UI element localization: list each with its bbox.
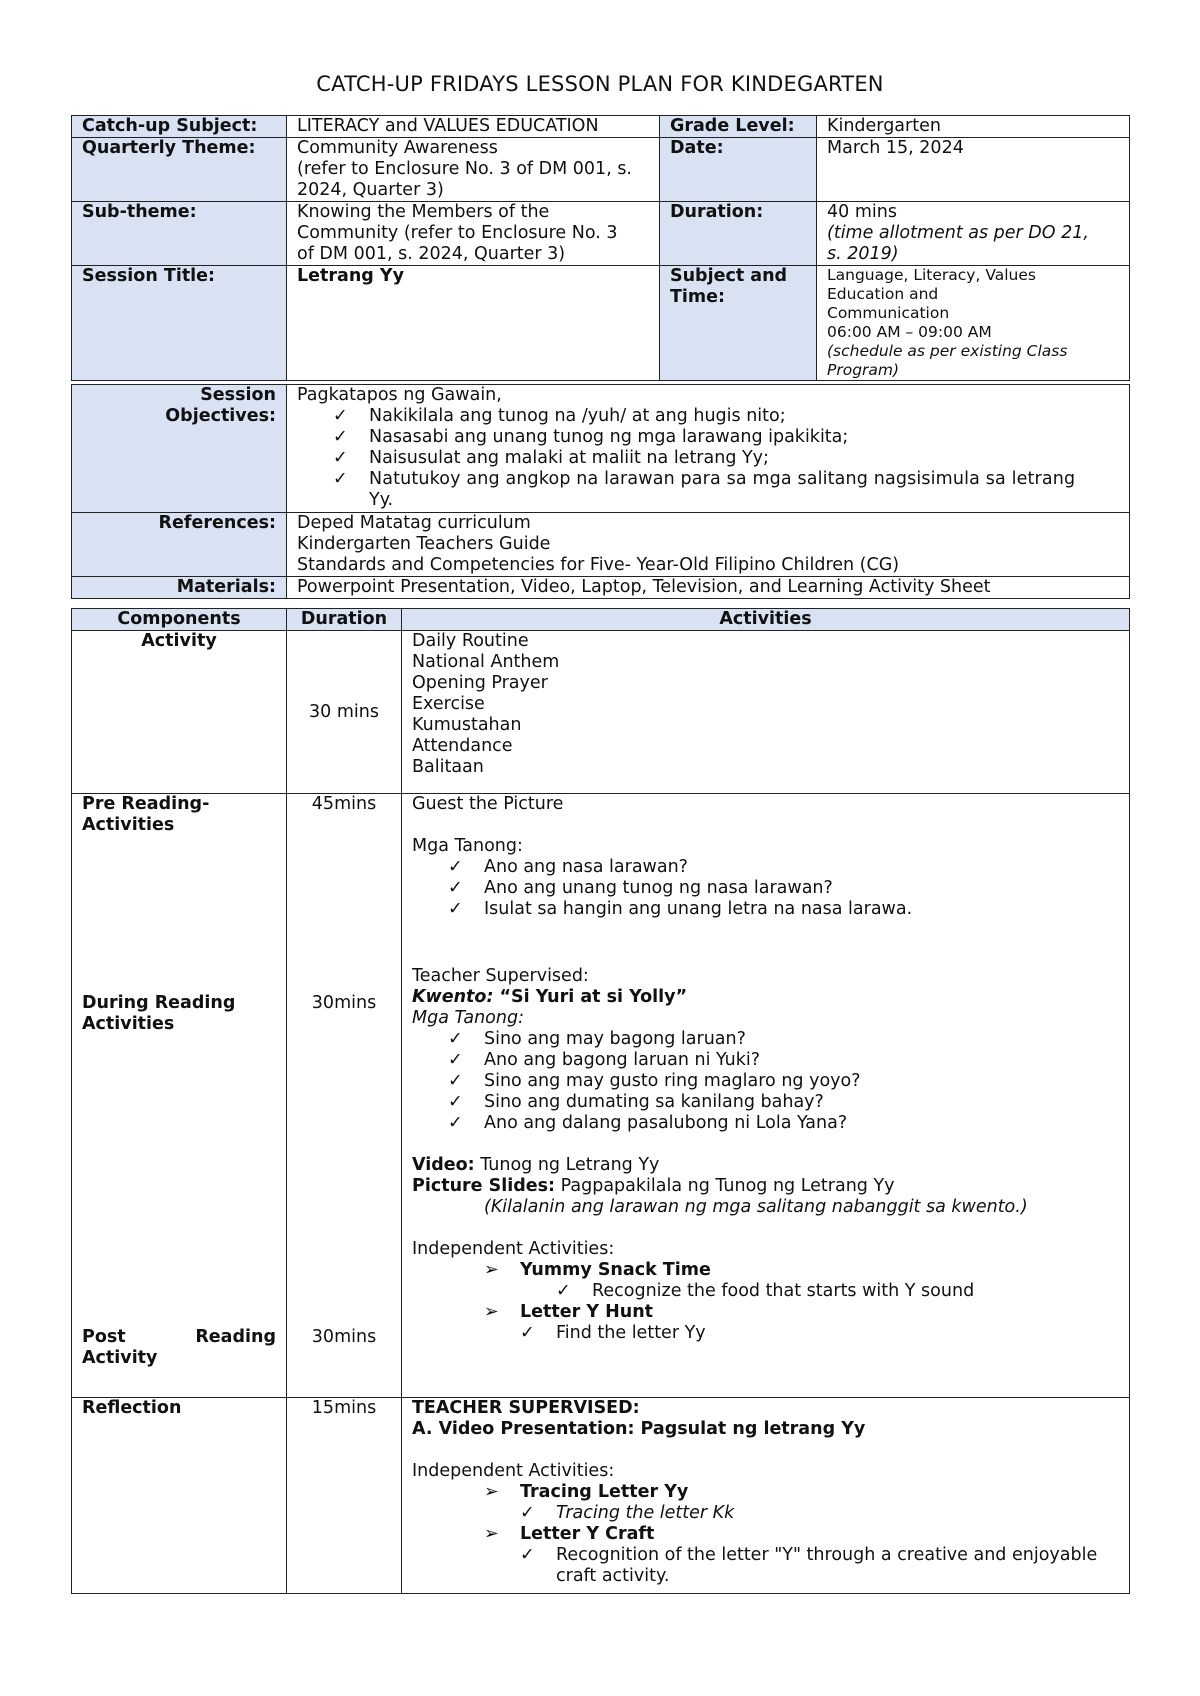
question-item: ✓ Sino ang may gusto ring maglaro ng yoyo?: [448, 1071, 861, 1091]
question-item: ✓ Ano ang bagong laruan ni Yuki?: [448, 1050, 761, 1070]
question-item: ✓ Ano ang unang tunog ng nasa larawan?: [448, 878, 833, 898]
activity-component: Activity: [72, 631, 287, 794]
materials-label: Materials:: [72, 577, 287, 599]
components-table: [71, 608, 1130, 1594]
reading-durations: 45mins 30mins 30mins: [287, 794, 402, 1398]
reading-activities: Guest the Picture Mga Tanong: ✓ Ano ang nasa larawan? ✓ Ano ang unang tunog ng nasa larawan? ✓ Isulat sa hangin ang unang letra na nasa larawa. Teacher Supervised: Kwento: “Si Yuri at si Yolly” Mga Tanong: ✓ Sino ang may bagong laruan? ✓ Ano ang bagong laruan ni Yuki? ✓ Sino ang may gusto ring maglaro ng yoyo? ✓ Sino ang dumating sa kanilang bahay? ✓ Ano ang dalang pasalubong ni Lola Yana? Video: Tunog ng Letrang Yy Picture Slides: Pagpapakilala ng Tunog ng Letrang Yy (Kilalanin ang larawan ng mga salitang nabanggit sa kwento.) Independent Activities: ➢ Yummy Snack Time ✓ Recognize the food that starts with Y sound ➢ Letter Y Hunt ✓ Find the letter Yy: [402, 794, 1130, 1398]
objectives-label: Session Objectives:: [72, 385, 287, 513]
objective-item: ✓ Nasasabi ang unang tunog ng mga larawang ipakikita;: [333, 427, 849, 447]
subject-value: LITERACY and VALUES EDUCATION: [287, 116, 660, 138]
objective-item: ✓ Nakikilala ang tunog na /yuh/ at ang hugis nito;: [333, 406, 786, 426]
duration-header: Duration: [287, 609, 402, 631]
subject-label: Catch-up Subject:: [72, 116, 287, 138]
grade-label: Grade Level:: [660, 116, 817, 138]
references-value: Deped Matatag curriculum Kindergarten Teachers Guide Standards and Competencies for Five- Year-Old Filipino Children (CG): [287, 513, 1130, 577]
objectives-value: Pagkatapos ng Gawain, ✓ Nakikilala ang tunog na /yuh/ at ang hugis nito; ✓ Nasasabi ang unang tunog ng mga larawang ipakikita; ✓ Naisusulat ang malaki at maliit na letrang Yy; ✓ Natutukoy ang angkop na larawan para sa mga salitang nagsisimula sa letrang Yy.: [287, 385, 1130, 513]
references-label: References:: [72, 513, 287, 577]
document-title: CATCH-UP FRIDAYS LESSON PLAN FOR KINDEGARTEN: [316, 72, 884, 96]
materials-value: Powerpoint Presentation, Video, Laptop, Television, and Learning Activity Sheet: [287, 577, 1130, 599]
activity-duration: 30 mins: [287, 631, 402, 794]
subject-time-value: Language, Literacy, Values Education and Communication 06:00 AM – 09:00 AM (schedule as per existing Class Program): [817, 266, 1130, 381]
theme-label: Quarterly Theme:: [72, 138, 287, 202]
reflection-component: Reflection: [72, 1398, 287, 1594]
activity-list: Daily Routine National Anthem Opening Prayer Exercise Kumustahan Attendance Balitaan: [402, 631, 1130, 794]
theme-value: Community Awareness (refer to Enclosure No. 3 of DM 001, s. 2024, Quarter 3): [287, 138, 660, 202]
subject-time-label: Subject and Time:: [660, 266, 817, 381]
components-header: Components: [72, 609, 287, 631]
duration-value: 40 mins (time allotment as per DO 21, s. 2019): [817, 202, 1130, 266]
info-table: [71, 115, 1130, 381]
question-item: ✓ Sino ang dumating sa kanilang bahay?: [448, 1092, 824, 1112]
session-title-value: Letrang Yy: [287, 266, 660, 381]
session-title-label: Session Title:: [72, 266, 287, 381]
reading-components: Pre Reading- Activities During Reading Activities Post Reading Activity: [72, 794, 287, 1398]
subtheme-value: Knowing the Members of the Community (refer to Enclosure No. 3 of DM 001, s. 2024, Quarter 3): [287, 202, 660, 266]
duration-label: Duration:: [660, 202, 817, 266]
question-item: ✓ Ano ang nasa larawan?: [448, 857, 688, 877]
question-item: ✓ Ano ang dalang pasalubong ni Lola Yana?: [448, 1113, 848, 1133]
objective-item: ✓ Natutukoy ang angkop na larawan para sa mga salitang nagsisimula sa letrang: [333, 469, 1076, 489]
subtheme-label: Sub-theme:: [72, 202, 287, 266]
grade-value: Kindergarten: [817, 116, 1130, 138]
objectives-table: [71, 384, 1130, 599]
question-item: ✓ Isulat sa hangin ang unang letra na nasa larawa.: [448, 899, 913, 919]
question-item: ✓ Sino ang may bagong laruan?: [448, 1029, 746, 1049]
date-label: Date:: [660, 138, 817, 202]
reflection-duration: 15mins: [287, 1398, 402, 1594]
date-value: March 15, 2024: [817, 138, 1130, 202]
activities-header: Activities: [402, 609, 1130, 631]
reflection-activities: TEACHER SUPERVISED: A. Video Presentation: Pagsulat ng letrang Yy Independent Activities: ➢ Tracing Letter Yy ✓ Tracing the letter Kk ➢ Letter Y Craft ✓ Recognition of the letter "Y" through a creative and enjoyable craft activity.: [402, 1398, 1130, 1594]
objective-item: ✓ Naisusulat ang malaki at maliit na letrang Yy;: [333, 448, 769, 468]
